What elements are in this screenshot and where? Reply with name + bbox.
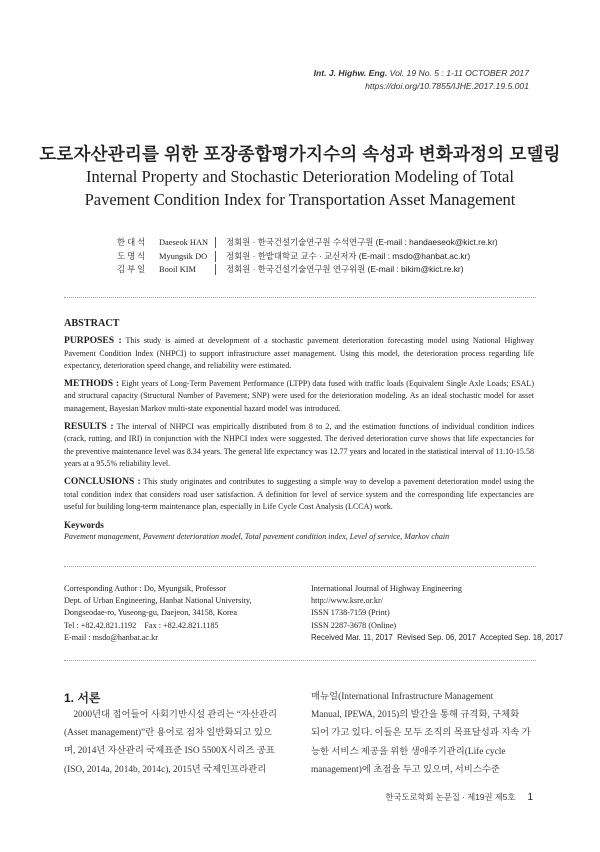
author-divider [215,251,216,262]
methods-text: Eight years of Long-Term Pavement Performance (LTPP) data fused with traffic loads (Equivalent Single Axle Loads; ESAL) and structural capacity (Structural Number of Pavement; SNP) were used for the deterioration modeling. As an ideal stochastic model for asset management, Bayesian Markov multi-state exponential hazard model was introduced. [64,379,534,413]
author-affiliation: 정회원 · 한국건설기술연구원 연구위원 (E-mail : bikim@kict.re.kr) [226,264,464,274]
corresponding-line: Dept. of Urban Engineering, Hanbat National University, [64,596,252,606]
corresponding-author-block [64,583,252,644]
keywords-text: Pavement management, Pavement deterioration model, Total pavement condition index, Level of service, Markov chain [64,532,450,542]
divider [64,297,536,298]
page-number: 1 [527,792,533,803]
page-footer [385,791,533,803]
abstract-methods [64,378,534,415]
body-line: 능한 서비스 제공을 위한 생애주기관리(Life cycle [311,746,506,757]
author-name-english: Daeseok HAN [159,238,209,247]
body-line: Manual, IPEWA, 2015)의 발간을 통해 규격화, 구체화 [311,710,520,721]
body-line: management)에 초점을 두고 있으며, 서비스수준 [311,764,500,775]
journal-header [314,67,529,93]
divider [64,566,536,567]
journal-info-line: International Journal of Highway Engineering [311,584,462,593]
body-line: (ISO, 2014a, 2014b, 2014c), 2015년 국제인프라관리 [64,764,267,775]
body-line: 매뉴얼(International Infrastructure Management [311,692,494,702]
abstract-heading: ABSTRACT [64,318,120,329]
section-heading: 1. 서론 [64,691,101,705]
body-line: 되어 가고 있다. 이들은 모두 조직의 목표달성과 지속 가 [311,728,531,739]
author-affiliation: 정회원 · 한국건설기술연구원 수석연구원 (E-mail : handaeseok@kict.re.kr) [226,237,498,247]
body-column-left [64,706,286,779]
conclusions-text: This study originates and contributes to suggesting a simple way to develop a pavement deterioration model using the total condition index that considers road user satisfaction. A definition for level of service system and the corresponding life expectancies are useful for building long-term maintenance plan, especially in Life Cycle Cost Analysis (LCCA) work. [64,477,535,511]
author-divider [215,237,216,248]
author-row [117,250,498,264]
abstract [64,318,534,544]
results-text: The interval of NHPCI was empirically distributed from 8 to 2, and the estimation functions of individual condition indices (crack, rutting, and IRI) in conjunction with the NHPCI index were suggested. The derived deterioration curve shows that life expectancies for the preventive maintenance level was 8.34 years. The general life expectancy was 12.77 years and located in the statistical interval of 11.10-15.58 years at a 95.5% reliability level. [64,422,535,468]
author-list [117,236,498,277]
volume-info: Vol. 19 No. 5 : 1-11 OCTOBER 2017 [387,68,529,78]
corresponding-line: Dongseodae-ro, Yuseong-gu, Daejeon, 34158, Korea [64,608,237,618]
methods-label: METHODS : [64,378,120,390]
journal-info-line: ISSN 1738-7159 (Print) [311,608,390,618]
keywords-heading: Keywords [64,520,104,531]
author-affiliation: 정회원 · 한밭대학교 교수 · 교신저자 (E-mail : msdo@hanbat.ac.kr) [226,250,471,261]
received-dates: Received Mar. 11, 2017 Revised Sep. 06, 2017 Accepted Sep. 18, 2017 [311,632,564,642]
body-line: 며, 2014년 자산관리 국제표준 ISO 5500X시리즈 공표 [64,746,275,757]
divider [64,660,536,661]
journal-info-block [311,583,563,644]
author-name-english: Myungsik DO [159,251,208,261]
title-english: Internal Property and Stochastic Deterioration Modeling of Total Pavement Condition Index for Transportation Asset Management [84,167,516,209]
author-name-korean: 한대석 [117,237,148,247]
title-korean: 도로자산관리를 위한 포장종합평가지수의 속성과 변화과정의 모델링 [39,144,561,164]
results-label: RESULTS : [64,421,114,433]
author-name-korean: 김부일 [117,264,148,274]
abstract-results [64,421,534,470]
author-divider [215,264,216,275]
corresponding-line: Tel : +82.42.821.1192 Fax : +82.42.821.1185 [64,620,219,630]
body-line: (Asset management)”란 용어로 점차 일반화되고 있으 [64,728,272,739]
journal-abbreviation: Int. J. Highw. Eng. [313,68,388,78]
conclusions-label: CONCLUSIONS : [64,476,141,488]
footer-journal: 한국도로학회 논문집 · 제19권 제5호 [385,792,516,802]
abstract-purposes [64,335,534,372]
body-column-right [311,688,533,779]
corresponding-line: Corresponding Author : Do, Myungsik, Professor [64,584,227,593]
abstract-conclusions [64,476,534,513]
doi-link[interactable]: https://doi.org/10.7855/IJHE.2017.19.5.001 [365,81,529,91]
journal-url[interactable]: http://www.ksre.or.kr/ [311,596,384,606]
author-row [117,263,498,277]
purposes-text: This study is aimed at development of a stochastic pavement deterioration forecasting model using National Highway Pavement Condition Index (NHPCI) to support infrastructure asset management. Using this model, the deterioration process regarding life expectancy, deterioration speed change, and reliability were estimated. [64,336,534,370]
author-name-english: Booil KIM [159,265,196,274]
author-row [117,236,498,250]
corresponding-email[interactable]: E-mail : msdo@hanbat.ac.kr [64,632,158,642]
journal-info-line: ISSN 2287-3678 (Online) [311,620,397,630]
body-line: 2000년대 접어들어 사회기반시설 관리는 “자산관리 [64,710,278,720]
author-name-korean: 도명식 [117,250,148,261]
purposes-label: PURPOSES : [64,335,122,347]
